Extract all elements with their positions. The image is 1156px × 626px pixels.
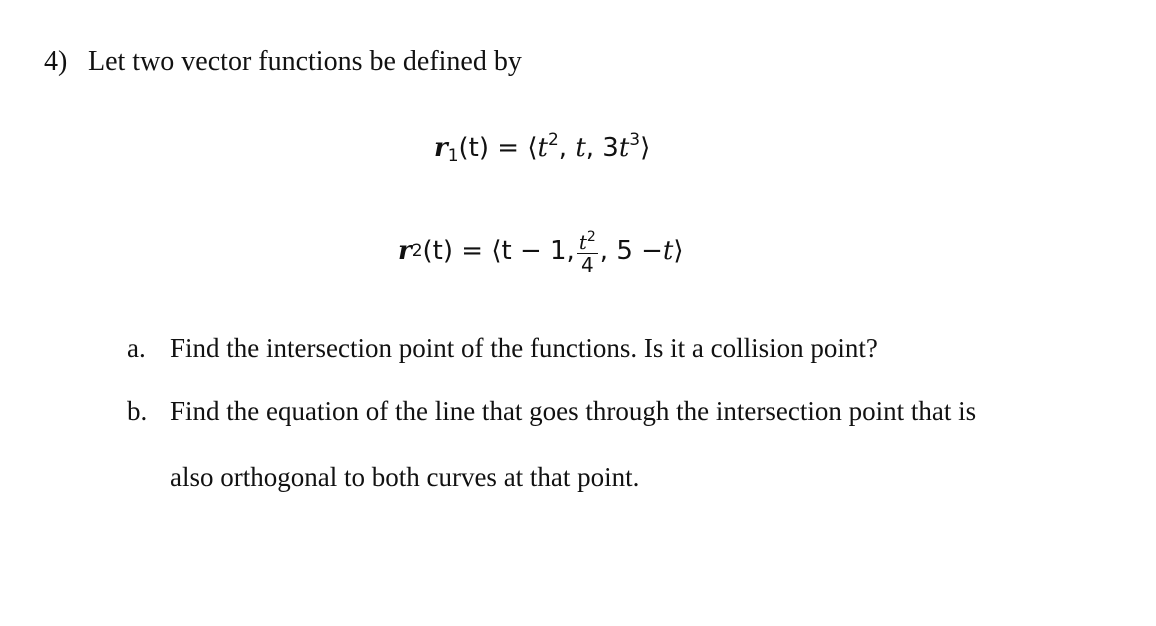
r1-sep2: , [585,133,603,163]
r2-fraction [577,226,598,276]
r2-c1: t − 1, [501,236,575,266]
r2-frac-num-exponent: 2 [586,229,596,245]
r1-sep1: , [558,133,576,163]
r2-equals: = [461,236,484,266]
r1-c3-base: t [618,133,630,163]
r1-c2: t [575,133,586,163]
r1-c3-coef: 3 [602,133,619,163]
r1-close-bracket: ⟩ [640,133,651,163]
question-b-text: Find the equation of the line that goes through the intersection point that is [170,396,977,426]
r2-open-bracket: ⟨ [491,236,502,266]
question-b-continuation: also orthogonal to both curves at that point. [170,462,640,492]
question-b-letter: b. [127,396,148,426]
r1-subscript: 1 [447,146,459,166]
r2-subscript: 2 [411,241,423,261]
r2-name: r [398,236,412,266]
equation-r2 [398,226,684,276]
r2-arg: (t) [422,236,454,266]
r1-c1-exponent: 2 [547,130,559,150]
r2-fraction-denominator: 4 [580,253,594,277]
r2-c3-var: t [662,236,674,266]
problem-intro: Let two vector functions be defined by [88,46,522,77]
r1-c3-exponent: 3 [629,130,641,150]
r2-close-bracket: ⟩ [673,236,684,266]
r2-fraction-numerator [577,226,598,253]
r1-arg: (t) [458,133,490,163]
r1-equals: = [497,133,520,163]
r1-c1-base: t [537,133,548,163]
r1-open-bracket: ⟨ [527,133,538,163]
r2-frac-num-base: t [578,230,587,254]
question-a-letter: a. [127,333,146,363]
equation-r1 [434,130,650,166]
r1-name: r [434,133,448,163]
question-a-text: Find the intersection point of the functions. Is it a collision point? [170,333,878,363]
r2-c3: , 5 − [599,236,663,266]
problem-number: 4) [44,46,68,77]
